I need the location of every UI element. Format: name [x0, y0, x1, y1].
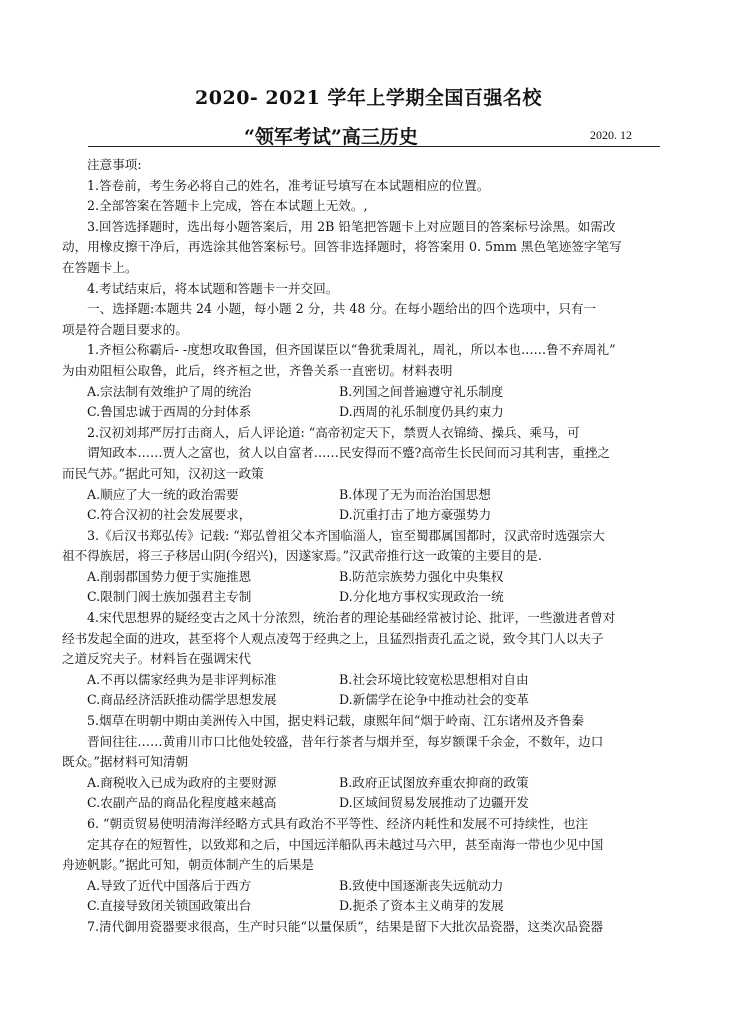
question-stem-line: 7.清代御用瓷器要求很高，生产时只能“以量保质”，结果是留下大批次品瓷器，这类次品瓷器 [87, 918, 604, 934]
note-item: 4.考试结束后，将本试题和答题卡一并交回。 [87, 280, 339, 296]
question-stem-line: 舟迹帆影。”据此可知，朝贡体制产生的后果是 [62, 857, 315, 873]
note-item: 动，用橡皮擦干净后，再选涂其他答案标号。回答非选择题时，将答案用 0. 5mm 黑色笔迹签字笔写 [62, 239, 622, 255]
answer-option-b[interactable]: B.政府正试图放弃重农抑商的政策 [339, 774, 529, 790]
question-3 [62, 526, 674, 608]
section-heading: 一、选择题:本题共 24 小题，每小题 2 分，共 48 分。在每小题给出的四个选项中，只有一 [87, 301, 597, 317]
question-6 [62, 814, 674, 917]
question-7 [62, 917, 674, 938]
question-stem-line: 晋间往往……黄甫川市口比他处较盛，昔年行茶者与烟并至，每岁额课千余金，不数年，边口 [87, 733, 604, 749]
option-row [62, 587, 674, 608]
question-stem-line: 既众。”据材料可知清朝 [62, 754, 189, 770]
question-list [62, 340, 674, 937]
option-row [62, 896, 674, 917]
note-item: 2.全部答案在答题卡上完成，答在本试题上无效。, [87, 198, 368, 214]
answer-option-a[interactable]: A.削弱郡国势力便于实施推恩 [87, 568, 252, 584]
note-item: 1.答卷前，考生务必将自己的姓名，准考证号填写在本试题相应的位置。 [87, 177, 490, 193]
question-5 [62, 711, 674, 814]
notes-heading: 注意事项: [87, 157, 142, 172]
answer-option-a[interactable]: A.宗法制有效维护了周的统治 [87, 383, 252, 399]
answer-option-c[interactable]: C.农副产品的商品化程度越来越高 [87, 795, 277, 811]
answer-option-b[interactable]: B.防范宗族势力强化中央集权 [339, 568, 504, 584]
answer-option-c[interactable]: C.鲁国忠诚于西周的分封体系 [87, 404, 252, 420]
exam-body [62, 155, 674, 938]
answer-option-c[interactable]: C.符合汉初的社会发展要求， [87, 507, 252, 523]
question-stem-line: 5.烟草在明朝中期由美洲传入中国，据史料记载，康熙年间“烟于岭南、江东诸州及齐鲁秦 [87, 713, 585, 729]
answer-option-a[interactable]: A.顺应了大一统的政治需要 [87, 486, 239, 502]
question-stem-line: 谓知政本……贾人之富也，贫人以自富者……民安得而不蹙?高帝生长民间而习其利害，重挫之 [87, 445, 611, 461]
exam-subtitle: “领军考试”高三历史 [244, 126, 418, 148]
question-stem-line: 6. “朝贡贸易使明清海洋经略方式具有政治不平等性、经济内耗性和发展不可持续性，也注 [87, 816, 589, 831]
note-item: 在答题卡上。 [62, 259, 138, 275]
option-row [62, 670, 674, 691]
exam-title: 2020- 2021 学年上学期全国百强名校 [195, 87, 542, 109]
option-row [62, 793, 674, 814]
answer-option-b[interactable]: B.列国之间普遍遵守礼乐制度 [339, 383, 504, 399]
option-row [62, 876, 674, 897]
option-row [62, 505, 674, 526]
answer-option-b[interactable]: B.社会环境比较宽松思想相对自由 [339, 671, 529, 687]
answer-option-a[interactable]: A.不再以儒家经典为是非评判标准 [87, 671, 277, 687]
option-row [62, 402, 674, 423]
title-underline [88, 146, 660, 147]
question-stem-line: 祖不得族居，将三子移居山阴(今绍兴)，因遂家焉。”汉武帝推行这一政策的主要目的是. [62, 548, 542, 564]
answer-option-c[interactable]: C.商品经济活跃推动儒学思想发展 [87, 692, 277, 708]
question-stem-line: 2.汉初刘邦严厉打击商人，后人评论道: “高帝初定天下，禁贾人衣锦绮、操兵、乘马，可 [87, 424, 580, 440]
question-1 [62, 340, 674, 422]
answer-option-d[interactable]: D.新儒学在论争中推动社会的变革 [339, 692, 529, 708]
answer-option-b[interactable]: B.致使中国逐渐丧失远航动力 [339, 877, 504, 893]
question-stem-line: 之道反究夫子。材料旨在强调宋代 [62, 651, 251, 667]
answer-option-a[interactable]: A.商税收入已成为政府的主要财源 [87, 774, 277, 790]
answer-option-c[interactable]: C.限制门阀士族加强君主专制 [87, 589, 252, 605]
question-stem-line: 而民气苏。”据此可知，汉初这一政策 [62, 465, 264, 481]
option-row [62, 567, 674, 588]
option-row [62, 690, 674, 711]
answer-option-d[interactable]: D.沉重打击了地方豪强势力 [339, 507, 492, 523]
question-stem-line: 4.宋代思想界的疑经变古之风十分浓烈，统治者的理论基础经常被讨论、批评，一些激进者曾对 [87, 610, 616, 626]
option-row [62, 382, 674, 403]
answer-option-d[interactable]: D.区域间贸易发展推动了边疆开发 [339, 795, 529, 811]
section-heading-cont: 项是符合题目要求的。 [62, 321, 188, 337]
option-row [62, 485, 674, 506]
question-2 [62, 423, 674, 526]
note-item: 3.回答选择题时，选出每小题答案后，用 2B 铅笔把答题卡上对应题目的答案标号涂黑。如需改 [87, 218, 616, 234]
answer-option-d[interactable]: D.西周的礼乐制度仍具约束力 [339, 404, 504, 420]
answer-option-b[interactable]: B.体现了无为而治治国思想 [339, 486, 491, 502]
exam-date: 2020. 12 [590, 128, 632, 142]
question-stem-line: 1.齐桓公称霸后- -度想攻取鲁国，但齐国谋臣以“鲁犹秉周礼，周礼，所以本也……鲁不弃周礼” [87, 342, 616, 358]
question-4 [62, 608, 674, 711]
answer-option-c[interactable]: C.直接导致闭关锁国政策出台 [87, 898, 252, 914]
answer-option-d[interactable]: D.扼杀了资本主义萌芽的发展 [339, 898, 504, 914]
option-row [62, 773, 674, 794]
question-stem-line: 为由劝阻桓公取鲁，此后，终齐桓之世，齐鲁关系一直密切。材料表明 [62, 362, 453, 378]
answer-option-a[interactable]: A.导致了近代中国落后于西方 [87, 877, 252, 893]
question-stem-line: 3.《后汉书郑弘传》记载: “郑弘曾祖父本齐国临淄人，宦至蜀郡属国都时，汉武帝时选强宗大 [87, 527, 605, 543]
question-stem-line: 定其存在的短暂性，以致郑和之后，中国远洋船队再未越过马六甲，甚至南海一带也少见中国 [87, 836, 604, 852]
question-stem-line: 经书发起全面的进攻，甚至将个人观点凌驾于经典之上，且猛烈指责孔孟之说，致令其门人以夫子 [62, 630, 604, 646]
answer-option-d[interactable]: D.分化地方事权实现政治一统 [339, 589, 504, 605]
